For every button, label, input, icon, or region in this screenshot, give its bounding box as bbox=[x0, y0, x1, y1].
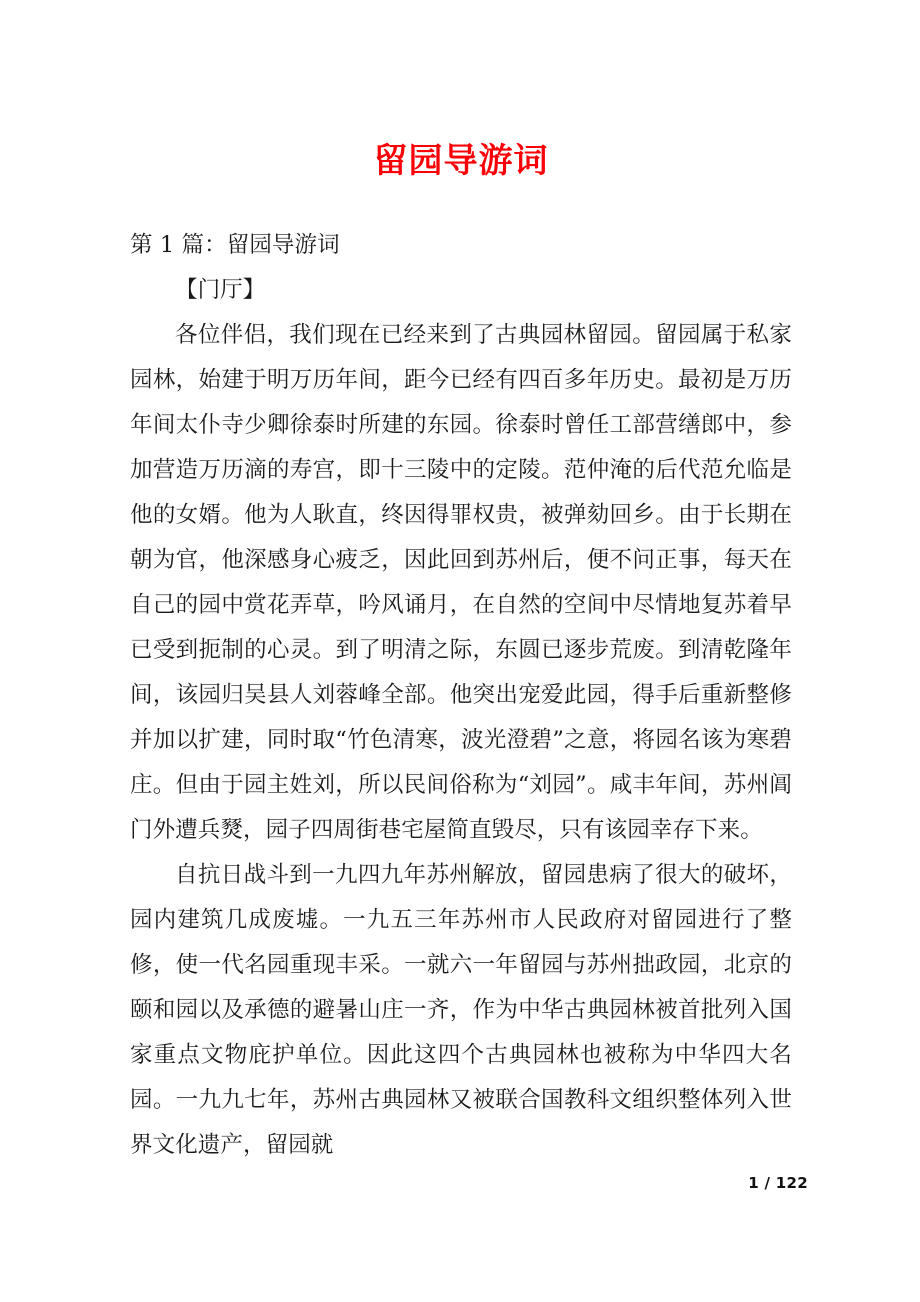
section-label-menting: 【门厅】 bbox=[175, 277, 266, 303]
page-title: 留园导游词 bbox=[373, 141, 549, 181]
paragraph-1: 各位伴侣，我们现在已经来到了古典园林留园。留园属于私家园林，始建于明万历年间，距今已经有四百多年历史。最初是万历年间太仆寺少卿徐泰时所建的东园。徐泰时曾任工部营缮郎中，参加营造万历滴的寿宫，即十三陵中的定陵。范仲淹的后代范允临是他的女婿。他为人耿直，终因得罪权贵，被弹劾回乡。由于长期在朝为官，他深感身心疲乏，因此回到苏州后，便不问正事，每天在自己的园中赏花弄草，吟风诵月，在自然的空间中尽情地复苏着早已受到扼制的心灵。到了明清之际，东圆已逐步荒废。到清乾隆年间，该园归吴县人刘蓉峰全部。他突出宠爱此园，得手后重新整修并加以扩建，同时取“竹色清寒，波光澄碧”之意，将园名该为寒碧庄。但由于园主姓刘，所以民间俗称为“刘园”。咸丰年间，苏州阊门外遭兵燹，园子四周街巷宅屋简直毁尽，只有该园幸存下来。 bbox=[130, 322, 792, 843]
page-number: 1 / 122 bbox=[748, 1174, 808, 1192]
piece-heading: 第 1 篇：留园导游词 bbox=[130, 232, 340, 258]
paragraph-2: 自抗日战斗到一九四九年苏州解放，留园患病了很大的破坏，园内建筑几成废墟。一九五三年苏州市人民政府对留园进行了整修，使一代名园重现丰采。一就六一年留园与苏州拙政园，北京的颐和园以及承德的避暑山庄一齐，作为中华古典园林被首批列入国家重点文物庇护单位。因此这四个古典园林也被称为中华四大名园。一九九七年，苏州古典园林又被联合国教科文组织整体列入世界文化遗产，留园就 bbox=[130, 862, 792, 1158]
document-content bbox=[130, 0, 792, 1168]
